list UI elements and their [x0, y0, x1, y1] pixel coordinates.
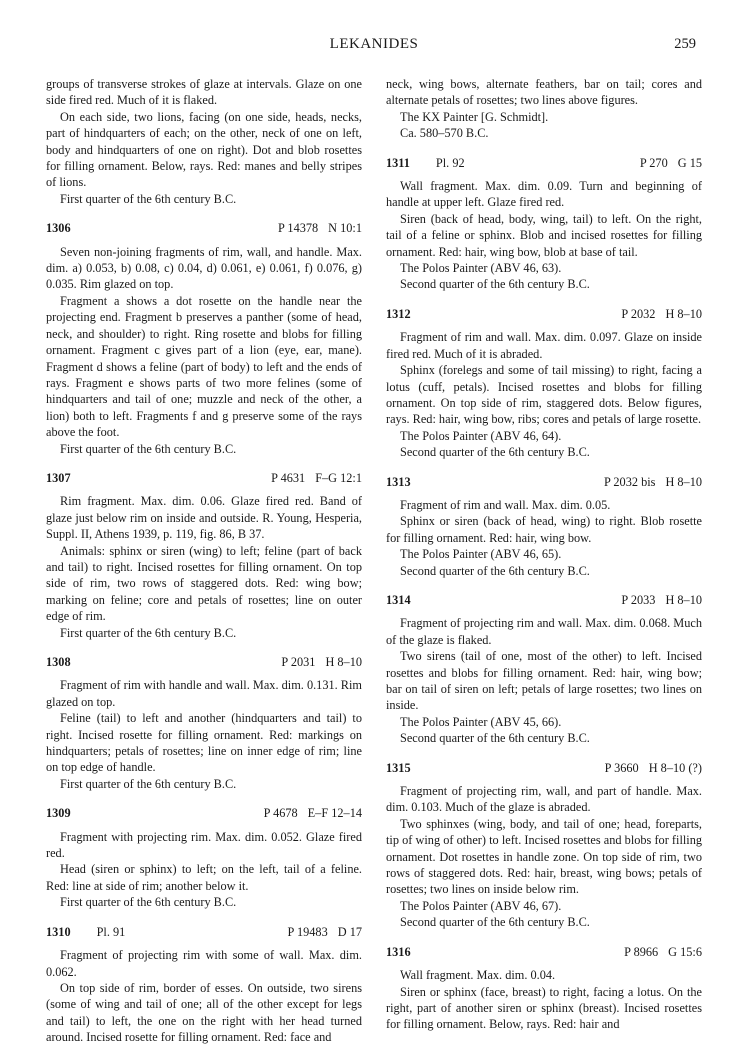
- plate-reference: Pl. 92: [435, 155, 465, 170]
- paragraph: neck, wing bows, alternate feathers, bar on tail; cores and alternate petals of rosettes; two lines above figures.: [386, 77, 702, 108]
- entry-heading-left: [386, 474, 411, 490]
- entry-paragraph: Head (siren or sphinx) to left; on the left, tail of a feline. Red: line at side of rim; another below it.: [46, 862, 362, 893]
- entry-heading-right: [640, 155, 702, 171]
- catalogue-entry-1316: [386, 944, 702, 1033]
- catalogue-entry-1314: [386, 592, 702, 747]
- entry-heading: [386, 944, 702, 960]
- entry-paragraph: Sphinx (forelegs and some of tail missing) to right, facing a lotus (cuff, petals). Incised rosettes and blobs for filling ornament. On top side of rim, staggered dots. Below figures, rays. Red: hair, wing bow, ribs; cores and petals of large rosette.: [386, 363, 702, 427]
- entry-number: 1313: [386, 474, 411, 489]
- inventory-number: P 19483: [287, 924, 328, 939]
- entry-number: 1315: [386, 760, 411, 775]
- entry-heading: [46, 220, 362, 236]
- entry-heading-left: [46, 470, 71, 486]
- entry-number: 1306: [46, 221, 71, 236]
- entry-paragraph: On top side of rim, border of esses. On outside, two sirens (some of wing and tail of one; all of the other except for legs and tail) to left, the one on the right with her head turned around. Incised rosette for filling ornament. Red: face and: [46, 980, 362, 1045]
- paragraph: groups of transverse strokes of glaze at intervals. Glaze on one side fired red. Much of it is flaked.: [46, 77, 362, 108]
- entry-paragraph: Two sirens (tail of one, most of the other) to left. Incised rosettes and blobs for filling ornament. Red: hair, wing bow; bar on tail of siren on left; petals of large rosettes; two lines on inside.: [386, 649, 702, 713]
- deposit-location: D 17: [337, 924, 362, 939]
- catalogue-entry-1315: [386, 760, 702, 931]
- entry-paragraph: Wall fragment. Max. dim. 0.09. Turn and beginning of handle at upper left. Glaze fired red.: [386, 179, 702, 210]
- entry-paragraph: Seven non-joining fragments of rim, wall, and handle. Max. dim. a) 0.053, b) 0.08, c) 0.04, d) 0.061, e) 0.061, f) 0.076, g) 0.035. Rim glazed on top.: [46, 244, 362, 292]
- entry-paragraph: Rim fragment. Max. dim. 0.06. Glaze fired red. Band of glaze just below rim on inside and outside. R. Young, Hesperia, Suppl. II, Athens 1939, p. 119, fig. 86, B 37.: [46, 494, 362, 542]
- deposit-location: G 15: [677, 155, 702, 170]
- entry-heading-left: [46, 805, 71, 821]
- entry-paragraph: Second quarter of the 6th century B.C.: [400, 731, 590, 746]
- deposit-location: H 8–10 (?): [648, 760, 702, 775]
- entry-paragraph: First quarter of the 6th century B.C.: [60, 441, 237, 456]
- entry-paragraph: Two sphinxes (wing, body, and tail of one; head, foreparts, tip of wing of other) to left. Incised rosettes and blobs for filling ornament. Dot rosettes in handle zone. On top side of rim, two rows of staggered dots. Red: hair, breast, wing bows; petals of rosettes; two lines on inside below rim.: [386, 816, 702, 897]
- entry-heading-left: [46, 654, 71, 670]
- paragraph: First quarter of the 6th century B.C.: [60, 191, 237, 206]
- entry-heading-left: [386, 306, 411, 322]
- deposit-location: H 8–10: [665, 474, 702, 489]
- entry-paragraph: Second quarter of the 6th century B.C.: [400, 915, 590, 930]
- inventory-number: P 14378: [277, 221, 319, 236]
- entry-heading-left: [386, 760, 411, 776]
- entry-heading: [46, 924, 362, 940]
- entry-number: 1308: [46, 655, 71, 669]
- entry-heading-right: [281, 654, 362, 670]
- entry-paragraph: Feline (tail) to left and another (hindquarters and tail) to right. Incised rosette for filling ornament. Red: markings on hindquarters; petals of rosettes; line on inner edge of rim; line on top edge of handle.: [46, 711, 362, 775]
- catalogue-entry-1311: [386, 155, 702, 293]
- entry-heading-left: [386, 155, 465, 171]
- right-column: [386, 76, 702, 1033]
- entry-paragraph: Second quarter of the 6th century B.C.: [400, 563, 590, 578]
- running-title: LEKANIDES: [329, 36, 419, 52]
- entry-paragraph: Fragment of projecting rim with some of wall. Max. dim. 0.062.: [46, 948, 362, 979]
- entry-heading: [386, 760, 702, 776]
- catalogue-entry-1306: [46, 220, 362, 457]
- entry-number: 1316: [386, 944, 411, 959]
- entry-heading-right: [278, 220, 362, 236]
- catalogue-entry-1309: [46, 805, 362, 910]
- entry-heading: [46, 470, 362, 486]
- entry-heading-right: [604, 474, 702, 490]
- entry-heading-right: [624, 944, 702, 960]
- entry-heading: [386, 474, 702, 490]
- inventory-number: P 270: [639, 155, 668, 170]
- entry-number: 1310: [46, 924, 71, 939]
- plate-reference: Pl. 91: [96, 924, 126, 939]
- entry-paragraph: Fragment of rim with handle and wall. Max. dim. 0.131. Rim glazed on top.: [46, 678, 362, 709]
- catalogue-entry-1313: [386, 474, 702, 579]
- entry-number: 1309: [46, 806, 71, 821]
- deposit-location: N 10:1: [328, 221, 362, 236]
- entry-heading-left: [386, 592, 411, 608]
- paragraph: The KX Painter [G. Schmidt].: [400, 109, 549, 124]
- entry-paragraph: Sphinx or siren (back of head, wing) to right. Blob rosette for filling ornament. Red: hair, wing bow.: [386, 514, 702, 545]
- left-column: [46, 76, 362, 1046]
- page-number: 259: [674, 36, 696, 52]
- entry-paragraph: The Polos Painter (ABV 46, 67).: [400, 898, 562, 913]
- entry-heading: [386, 306, 702, 322]
- deposit-location: G 15:6: [668, 944, 702, 959]
- deposit-location: H 8–10: [325, 655, 362, 669]
- entry-paragraph: Fragment with projecting rim. Max. dim. 0.052. Glaze fired red.: [46, 829, 362, 861]
- entry-heading: [386, 592, 702, 608]
- entry-heading: [46, 654, 362, 670]
- entry-heading-right: [271, 470, 362, 486]
- inventory-number: P 3660: [604, 760, 639, 775]
- entry-paragraph: Second quarter of the 6th century B.C.: [400, 277, 590, 292]
- inventory-number: P 4678: [263, 806, 298, 821]
- entry-heading-right: [264, 805, 362, 821]
- entry-heading-left: [46, 220, 71, 236]
- entry-paragraph: First quarter of the 6th century B.C.: [60, 895, 237, 910]
- entry-paragraph: First quarter of the 6th century B.C.: [60, 625, 237, 640]
- deposit-location: H 8–10: [665, 592, 702, 607]
- entry-number: 1311: [386, 155, 410, 170]
- inventory-number: P 2031: [281, 655, 316, 669]
- entry-paragraph: Animals: sphinx or siren (wing) to left; feline (part of back and tail) to right. Incised rosettes for filling ornament. On top side of rim, two rows of staggered dots. Red: wing bow; marking on feline; core and petals of rosettes; line on outer edge of rim.: [46, 543, 362, 624]
- entry-paragraph: First quarter of the 6th century B.C.: [60, 776, 237, 791]
- paragraph: On each side, two lions, facing (on one side, heads, necks, part of hindquarters of each; on the other, neck of one on left, body and hindquarters of one on right). Dot and blob rosettes for filling ornament. Below, rays. Red: manes and belly stripes of lions.: [46, 109, 362, 190]
- running-head: [0, 36, 748, 58]
- entry-paragraph: Fragment of projecting rim and wall. Max. dim. 0.068. Much of the glaze is flaked.: [386, 616, 702, 647]
- entry-heading-left: [386, 944, 411, 960]
- entry-paragraph: The Polos Painter (ABV 45, 66).: [400, 714, 562, 729]
- entry-heading: [46, 805, 362, 821]
- inventory-number: P 2032: [621, 306, 656, 321]
- entry-paragraph: Wall fragment. Max. dim. 0.04.: [400, 968, 556, 983]
- deposit-location: E–F 12–14: [307, 806, 362, 821]
- entry-paragraph: Siren (back of head, body, wing, tail) to left. On the right, tail of a feline or sphinx. Blob and incised rosettes for filling ornament. Red: hair, wing bow, blob at base of tail.: [386, 211, 702, 259]
- entry-paragraph: The Polos Painter (ABV 46, 64).: [400, 428, 562, 443]
- deposit-location: F–G 12:1: [315, 470, 362, 485]
- entry-paragraph: Fragment of projecting rim, wall, and part of handle. Max. dim. 0.103. Much of the glaze is abraded.: [386, 784, 702, 815]
- deposit-location: H 8–10: [665, 306, 702, 321]
- catalogue-entry-1308: [46, 654, 362, 792]
- entry-heading-right: [621, 592, 702, 608]
- entry-paragraph: Fragment of rim and wall. Max. dim. 0.05.: [400, 497, 611, 512]
- entry-paragraph: Second quarter of the 6th century B.C.: [400, 445, 590, 460]
- entry-paragraph: Fragment of rim and wall. Max. dim. 0.097. Glaze on inside fired red. Much of it is abraded.: [386, 330, 702, 361]
- entry-heading-right: [605, 760, 702, 776]
- entry-heading-right: [621, 306, 702, 322]
- catalogue-entry-1307: [46, 470, 362, 641]
- inventory-number: P 4631: [271, 470, 306, 485]
- inventory-number: P 2033: [621, 592, 656, 607]
- entry-heading: [386, 155, 702, 171]
- entry-paragraph: Fragment a shows a dot rosette on the handle near the projecting end. Fragment b preserves a panther (some of head, neck, and shoulder) to right. Ring rosette and blobs for filling ornament. Fragment c gives part of a lion (eye, ear, mane). Fragment d shows a feline (part of body) to left and the ends of rays. Fragment e shows parts of two more felines (some of hindquarters and tail of one; muzzle and neck of the other, a lion) both to left. Fragments f and g preserve some of the rays above the foot.: [46, 293, 362, 440]
- entry-number: 1307: [46, 470, 71, 485]
- entry-heading-right: [288, 924, 362, 940]
- inventory-number: P 8966: [624, 944, 659, 959]
- paragraph: Ca. 580–570 B.C.: [400, 126, 489, 141]
- entry-number: 1314: [386, 592, 411, 607]
- entry-number: 1312: [386, 306, 411, 321]
- entry-paragraph: The Polos Painter (ABV 46, 65).: [400, 547, 562, 562]
- entry-paragraph: The Polos Painter (ABV 46, 63).: [400, 261, 562, 276]
- entry-heading-left: [46, 924, 125, 940]
- inventory-number: P 2032 bis: [603, 474, 656, 489]
- entry-paragraph: Siren or sphinx (face, breast) to right, facing a lotus. On the right, part of another siren or sphinx (breast). Incised rosettes for filling ornament. Below, rays. Red: hair and: [386, 984, 702, 1032]
- catalogue-entry-1310: [46, 924, 362, 1046]
- catalogue-entry-1312: [386, 306, 702, 461]
